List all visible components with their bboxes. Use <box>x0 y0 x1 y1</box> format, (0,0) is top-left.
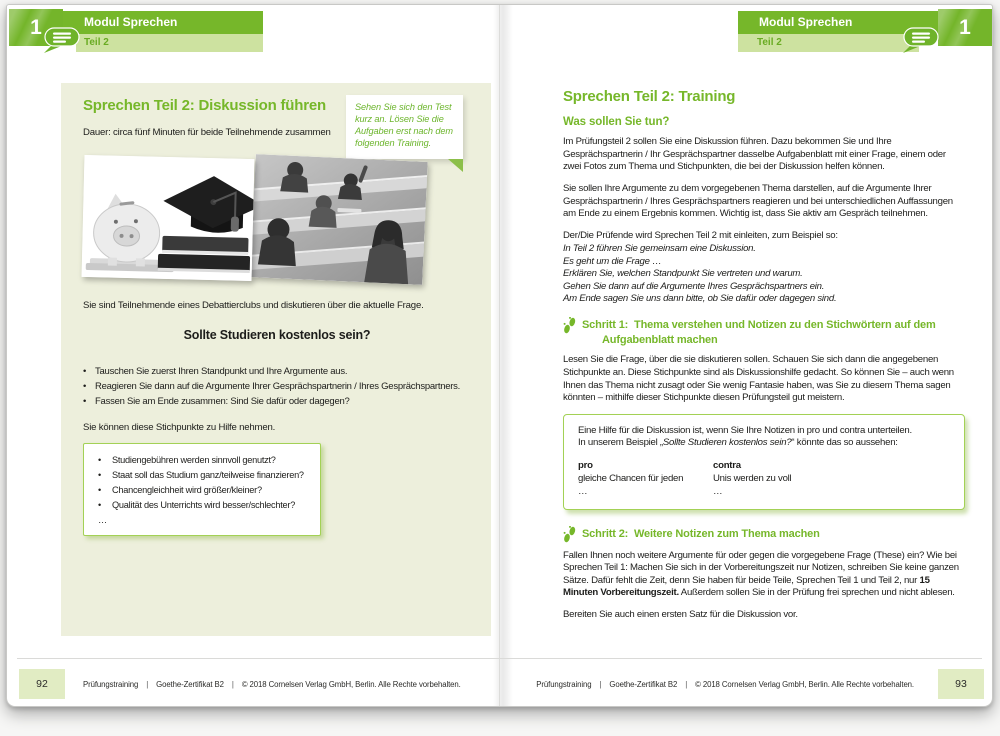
footer-segment: Goethe-Zertifikat B2 <box>609 680 678 689</box>
training-paragraph-2: Sie sollen Ihre Argumente zu dem vorgegebenen Thema darstellen, auf die Argumente Ihrer Gesprächspartnerin / Ihres Gesprächspartners reagieren und bei unterschiedlichen Auffassungen am Ende zu einem Ergebnis kommen. Wichtig ist, dass Sie aktiv am Gespräch teilnehmen. <box>563 182 953 220</box>
keypoint <box>94 468 314 483</box>
right-page-title: Sprechen Teil 2: Training <box>563 88 736 105</box>
photo-piggy-bank-graduation <box>82 155 255 281</box>
step1-title-line1: Thema verstehen und Notizen zu den Stichwörtern auf dem <box>634 319 936 332</box>
speech-bubble-icon <box>900 27 942 54</box>
bullet-dot: • <box>83 381 87 392</box>
unit-number-badge: 1 <box>9 9 63 46</box>
contra-item: Unis werden zu voll <box>713 473 792 485</box>
bullet-dot: • <box>98 500 101 510</box>
discussion-question: Sollte Studieren kostenlos sein? <box>183 328 371 342</box>
task-panel <box>61 83 491 636</box>
center-gutter-shadow <box>493 5 513 706</box>
step2-text: Fallen Ihnen noch weitere Argumente für oder gegen die vorgegebene Frage (These) ein? Wie bei Sprechen Teil 1: Machen Sie sich in der Vorbereitungszeit nur Notizen, schreiben Sie keine ganzen Sätze. Dafür fehlt die Zeit, denn Sie haben für beide Teile, Sprechen Teil 1 und Teil 2, nur <box>563 549 959 586</box>
task-bullet <box>83 364 471 379</box>
duration-line: Dauer: circa fünf Minuten für beide Teilnehmende zusammen <box>83 127 331 138</box>
examiner-intro: Der/Die Prüfende wird Sprechen Teil 2 mit einleiten, zum Beispiel so: <box>563 229 838 241</box>
footprints-icon <box>563 526 576 543</box>
module-header-bar: Modul Sprechen <box>738 11 938 34</box>
training-paragraph-1: Im Prüfungsteil 2 sollen Sie eine Diskussion führen. Dazu bekommen Sie und Ihre Gesprächspartnerin / Ihr Gesprächspartner dasselbe Aufgabenblatt mit einer Frage, einem oder zwei Fotos zum Thema und Stichpunkten, die bei der Diskussion helfen können. <box>563 136 946 173</box>
step1-heading <box>563 318 965 347</box>
task-bullet-text: Tauschen Sie zuerst Ihren Standpunkt und Ihre Argumente aus. <box>95 366 348 377</box>
step1-label: Schritt 1: <box>582 319 629 332</box>
page-number-right: 93 <box>938 669 984 699</box>
task-bullet-list <box>83 364 471 409</box>
pro-item: gleiche Chancen für jeden <box>578 473 684 485</box>
training-content <box>563 88 965 631</box>
part-header-bar: Teil 2 <box>738 34 919 52</box>
step2-title <box>582 527 820 543</box>
keypoints-box <box>83 443 321 536</box>
part-header-bar: Teil 2 <box>76 34 263 52</box>
ellipsis: … <box>98 515 107 525</box>
footer-left <box>83 680 461 689</box>
step2-text: Außerdem sollen Sie in der Prüfung frei sprechen und nicht ablesen. <box>678 587 955 599</box>
keypoint <box>94 453 314 468</box>
footer-separator: | <box>685 680 688 689</box>
footer-separator: | <box>599 680 602 689</box>
examiner-line: Es geht um die Frage … <box>563 255 662 267</box>
keypoint-text: Studiengebühren werden sinnvoll genutzt? <box>112 455 276 465</box>
contra-label: contra <box>713 459 741 471</box>
footer-rule <box>17 658 982 659</box>
photo-lecture-hall-students <box>250 154 427 285</box>
helpbox-line2 <box>578 437 950 450</box>
footer-segment: Goethe-Zertifikat B2 <box>156 680 224 689</box>
ellipsis: … <box>578 486 588 498</box>
examiner-line: Erklären Sie, welchen Standpunkt Sie vertreten und warum. <box>563 268 803 280</box>
keypoints-list <box>94 453 314 513</box>
bullet-dot: • <box>83 366 87 377</box>
sticky-note <box>346 95 463 159</box>
step2-paragraph <box>563 550 965 600</box>
bullet-dot: • <box>98 455 101 465</box>
module-header-bar: Modul Sprechen <box>63 11 263 34</box>
step1-paragraph: Lesen Sie die Frage, über die sie diskutieren sollen. Schauen Sie sich dann die angegebenen Stichpunkte an. Diese Stichpunkte sind als Diskussionshilfe gedacht. So können Sie – auch wenn Ihnen das Thema nicht zusagt oder Sie wenig Fantasie haben, was Sie zu diesem Thema sagen könnten – mithilfe dieser Stichpunkte diesen Prüfungsteil gut meistern. <box>563 354 954 404</box>
unit-number-badge: 1 <box>938 9 992 46</box>
pro-contra-columns <box>578 459 950 499</box>
footer-separator: | <box>146 680 149 689</box>
helpbox-line2-suffix: “ könnte das so aussehen: <box>791 437 898 449</box>
helpbox-line2-question: Sollte Studieren kostenlos sein? <box>662 437 792 449</box>
step2-heading <box>563 527 965 543</box>
contra-column <box>713 459 791 499</box>
step2-label: Schritt 2: <box>582 527 629 540</box>
task-bullet <box>83 379 471 394</box>
step1-title <box>582 318 936 347</box>
examiner-line: Am Ende sagen Sie uns dann bitte, ob Sie dafür oder dagegen sind. <box>563 292 837 304</box>
bullet-dot: • <box>98 485 101 495</box>
footer-segment: © 2018 Cornelsen Verlag GmbH, Berlin. Alle Rechte vorbehalten. <box>241 680 461 689</box>
left-page-title: Sprechen Teil 2: Diskussion führen <box>83 97 326 114</box>
footer-segment: Prüfungstraining <box>83 680 139 689</box>
sticky-note-text: Sehen Sie sich den Test kurz an. Lösen Sie die Aufgaben erst nach dem folgenden Training. <box>355 102 453 148</box>
examiner-line: In Teil 2 führen Sie gemeinsam eine Diskussion. <box>563 243 756 255</box>
footer-separator: | <box>231 680 234 689</box>
helpbox-line1: Eine Hilfe für die Diskussion ist, wenn Sie Ihre Notizen in pro und contra unterteilen. <box>578 424 912 436</box>
subheading-was-sollen-sie-tun: Was sollen Sie tun? <box>563 115 670 128</box>
book-spread <box>6 4 993 707</box>
bullet-dot: • <box>83 396 87 407</box>
task-bullet-text: Reagieren Sie dann auf die Argumente Ihrer Gesprächspartnerin / Ihres Gesprächspartners. <box>95 381 461 392</box>
step1-title-line2: Aufgabenblatt machen <box>602 333 718 346</box>
helpbox-line2-prefix: In unserem Beispiel „ <box>578 437 663 449</box>
footer-right <box>536 680 914 689</box>
center-gutter-line <box>499 5 500 706</box>
keypoint-text: Staat soll das Studium ganz/teilweise finanzieren? <box>112 470 304 480</box>
keypoint-text: Qualität des Unterrichts wird besser/schlechter? <box>112 500 296 510</box>
examiner-example-lines <box>563 243 965 305</box>
scenario-text: Sie sind Teilnehmende eines Debattierclubs und diskutieren über die aktuelle Frage. <box>83 300 424 311</box>
step2-bold-text: 15 Minuten Vorbereitungszeit. <box>563 574 930 599</box>
footprints-icon <box>563 317 576 334</box>
keypoint <box>94 483 314 498</box>
keypoint-text: Chancengleichheit wird größer/kleiner? <box>112 485 262 495</box>
pro-column <box>578 459 713 499</box>
step2-title-line1: Weitere Notizen zum Thema machen <box>634 527 820 540</box>
ellipsis: … <box>713 486 723 498</box>
photo-row <box>83 155 471 289</box>
task-bullet <box>83 394 471 409</box>
task-bullet-text: Fassen Sie am Ende zusammen: Sind Sie dafür oder dagegen? <box>95 396 350 407</box>
examiner-line: Gehen Sie dann auf die Argumente Ihres Gesprächspartners ein. <box>563 280 825 292</box>
footer-segment: Prüfungstraining <box>536 680 592 689</box>
pro-label: pro <box>578 459 593 471</box>
hint-line: Sie können diese Stichpunkte zu Hilfe nehmen. <box>83 422 276 433</box>
footer-segment: © 2018 Cornelsen Verlag GmbH, Berlin. Alle Rechte vorbehalten. <box>695 680 914 689</box>
page-number-left: 92 <box>19 669 65 699</box>
step2-closing: Bereiten Sie auch einen ersten Satz für die Diskussion vor. <box>563 608 798 620</box>
speech-bubble-icon <box>41 27 83 54</box>
bullet-dot: • <box>98 470 101 480</box>
pro-contra-box <box>563 414 965 510</box>
keypoint <box>94 498 314 513</box>
